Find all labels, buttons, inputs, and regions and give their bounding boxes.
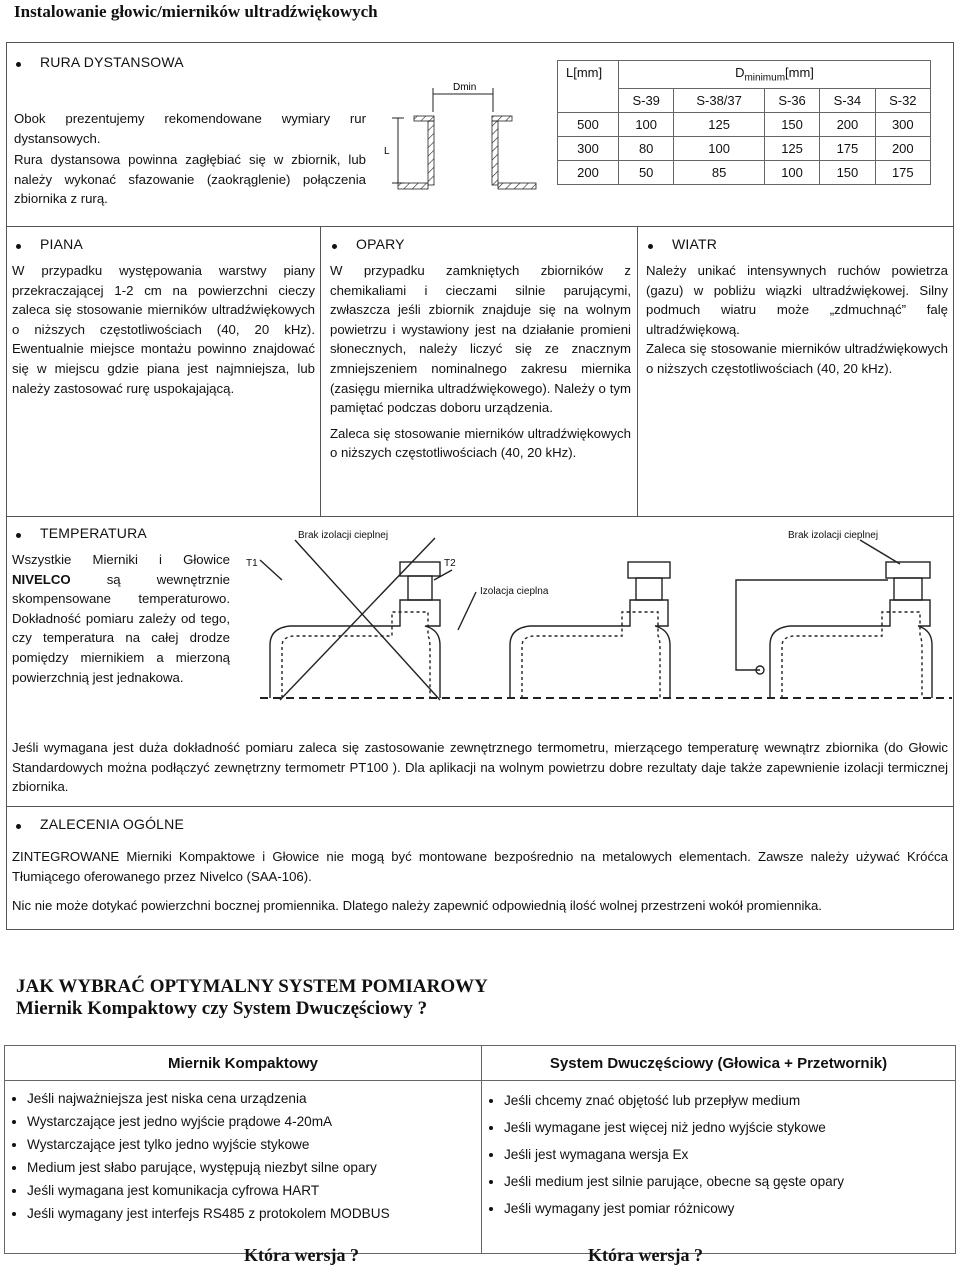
rura-heading: RURA DYSTANSOWA [40,54,184,70]
compact-list [13,1087,481,1225]
dmin-table [557,60,931,185]
dim-dmin-label: Dmin [453,82,477,93]
piana-heading: PIANA [40,236,84,252]
divider [6,516,954,517]
label-brak-izolacji-2: Brak izolacji cieplnej [788,530,879,541]
zalecenia-paragraph-2: Nic nie może dotykać powierzchni bocznej promiennika. Dlatego należy zapewnić odpowiednią ilość wolnej przestrzeni wokół promiennika. [12,898,822,914]
subhead: S-34 [820,89,875,113]
comparison-table [4,1045,956,1254]
col-l: L[mm] [558,61,619,113]
brand-nivelco: NIVELCO [12,571,71,587]
opary-paragraph-1: W przypadku zamkniętych zbiorników z chemikaliami i cieczami silnie parującymi, zwłaszcza jeśli zbiornik znajduje się na wolnym powietrzu i wystawiony jest na działanie promieni słonecznych, należy liczyć się ze znacznym zmniejszeniem nominalnego zakresu miernika (zasięgu miernika ultradźwiękowego). Należy o tym pamiętać podczas doboru urządzenia. [330,263,631,416]
table-row: 200 50 85 100 150 175 [558,161,931,185]
subhead: S-38/37 [674,89,765,113]
temperatura-heading: TEMPERATURA [40,525,147,541]
table-row: 300 80 100 125 175 200 [558,137,931,161]
list-item: • Jeśli wymagana jest komunikacja cyfrowa HART [27,1179,481,1202]
bullet [16,244,21,249]
subhead: S-36 [764,89,819,113]
temperatura-note: Jeśli wymagana jest duża dokładność pomiaru zaleca się zastosowanie zewnętrznego termometru, mierzącego temperaturę wewnątrz zbiornika (do Głowic Standardowych można podłączyć zewnętrzny termometr PT100 ). Dla aplikacji na wolnym powietrzu dobre rezultaty daje także zapewnienie izolacji termicznej zbiornika. [12,740,948,795]
list-item: • Jeśli wymagany jest pomiar różnicowy [504,1195,955,1222]
list-item: • Wystarczające jest tylko jedno wyjście stykowe [27,1133,481,1156]
two-part-list [490,1087,955,1222]
question-left: Która wersja ? [244,1245,359,1265]
label-t1: T1 [246,558,258,569]
system-title-line-1: JAK WYBRAĆ OPTYMALNY SYSTEM POMIAROWY [16,976,488,997]
system-title [16,976,488,1020]
zalecenia-paragraph-1: ZINTEGROWANE Mierniki Kompaktowe i Głowice nie mogą być montowane bezpośrednio na metalowych elementach. Zawsze należy używać Króćca Tłumiącego oferowanego przez Nivelco (SAA-106). [12,849,948,884]
temperatura-text: Wszystkie Mierniki i Głowice NIVELCO są wewnętrznie skompensowane temperaturowo. Dokładność pomiaru zależy od tego, czy temperatura na całej drodze pomiędzy miernikiem a mierzoną powierzchnią jest jednakowa. [12,552,230,685]
two-part-list-cell [482,1081,956,1254]
dim-l-label: L [384,146,390,157]
list-item: • Jeśli wymagany jest interfejs RS485 z protokolem MODBUS [27,1202,481,1225]
system-title-line-2: Miernik Kompaktowy czy System Dwuczęściowy ? [16,998,428,1019]
two-part-header: System Dwuczęściowy (Głowica + Przetwornik) [482,1046,956,1081]
list-item: • Jeśli jest wymagana wersja Ex [504,1141,955,1168]
bullet [16,824,21,829]
standpipe-diagram [378,70,548,200]
opary-text [330,261,631,463]
wiatr-heading: WIATR [672,236,718,252]
list-item: • Jeśli wymagane jest więcej niż jedno wyjście stykowe [504,1114,955,1141]
compact-header: Miernik Kompaktowy [5,1046,482,1081]
opary-paragraph-2: Zaleca się stosowanie mierników ultradźwiękowych o niższych częstotliwościach (40, 20 kHz). [330,425,631,461]
label-t2: T2 [444,558,456,569]
compact-list-cell [5,1081,482,1254]
opary-heading: OPARY [356,236,405,252]
list-item: • Medium jest słabo parujące, występują niezbyt silne opary [27,1156,481,1179]
wiatr-text [646,261,948,379]
wiatr-paragraph-1: Należy unikać intensywnych ruchów powietrza (gazu) w pobliżu wiązki ultradźwiękowej. Silny podmuch wiatru może „zdmuchnąć” falę ultradźwiękową. [646,263,948,337]
piana-text: W przypadku występowania warstwy piany przekraczającej 1-2 cm na powierzchni cieczy zaleca się stosowanie mierników ultradźwiękowych o niższych częstotliwościach (40, 20 kHz). Ewentualnie miejsce montażu powinno znajdować się w miejscu gdzie piana jest najmniejsza, lub należy zastosować rurę uspokajającą. [12,263,315,396]
divider [6,226,954,227]
col-dmin-group: $D_{minimum}[mm]$ [619,61,931,89]
question-right: Która wersja ? [588,1245,703,1265]
page-title: Instalowanie głowic/mierników ultradźwiękowych [14,2,378,21]
label-izolacja: Izolacja cieplna [480,586,549,597]
wiatr-paragraph-2: Zaleca się stosowanie mierników ultradźwiękowych o niższych częstotliwościach (40, 20 kHz). [646,341,948,376]
list-item: • Wystarczające jest jedno wyjście prądowe 4-20mA [27,1110,481,1133]
list-item: • Jeśli najważniejsza jest niska cena urządzenia [27,1087,481,1110]
bullet [16,62,21,67]
list-item: • Jeśli chcemy znać objętość lub przepływ medium [504,1087,955,1114]
subhead: S-32 [875,89,930,113]
rura-paragraph-1: Obok prezentujemy rekomendowane wymiary rur dystansowych. [14,111,366,146]
bullet [332,244,337,249]
bullet [648,244,653,249]
temperature-diagram [240,520,952,715]
bullet [16,533,21,538]
divider [320,226,321,516]
rura-text [14,109,366,209]
rura-paragraph-2: Rura dystansowa powinna zagłębiać się w zbiornik, lub należy wykonać sfazowanie (zaokrąglenie) połączenia zbiornika z rurą. [14,152,366,207]
subhead: S-39 [619,89,674,113]
divider [637,226,638,516]
table-row: 500 100 125 150 200 300 [558,113,931,137]
label-brak-izolacji-1: Brak izolacji cieplnej [298,530,389,541]
zalecenia-heading: ZALECENIA OGÓLNE [40,816,185,832]
divider [6,806,954,807]
list-item: • Jeśli medium jest silnie parujące, obecne są gęste opary [504,1168,955,1195]
zalecenia-text [12,847,948,916]
